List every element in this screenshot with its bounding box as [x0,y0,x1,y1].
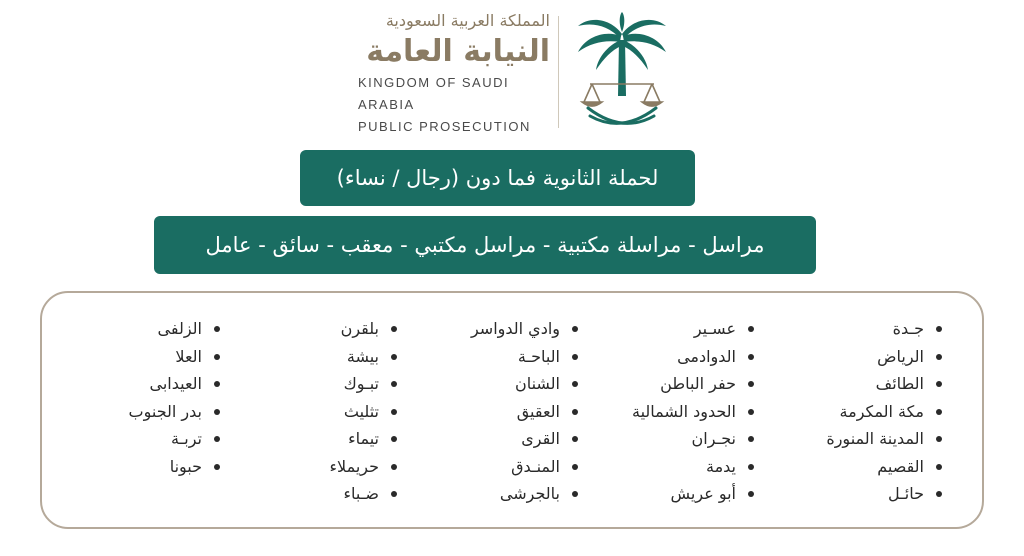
list-item: المدينة المنورة [826,425,944,453]
list-item: تبـوك [330,370,400,398]
list-item: الطائف [826,370,944,398]
list-item: بالجرشى [471,480,580,508]
list-item: القصيم [826,453,944,481]
list-item: بيشة [330,343,400,371]
list-item: حبونا [129,453,222,481]
list-item: المنـدق [471,453,580,481]
list-item: جـدة [826,315,944,343]
list-item: وادي الدواسر [471,315,580,343]
list-item: الدوادمى [632,343,756,371]
list-item: بدر الجنوب [129,398,222,426]
qualification-banner: لحملة الثانوية فما دون (رجال / نساء) [300,150,695,206]
list-item: تربـة [129,425,222,453]
list-item: يدمة [632,453,756,481]
palm-and-swords-emblem-icon [572,12,672,132]
locations-box [40,291,984,529]
list-item: الشنان [471,370,580,398]
kingdom-name-arabic: المملكة العربية السعودية [385,11,550,30]
list-item: تيماء [330,425,400,453]
list-item: حفر الباطن [632,370,756,398]
locations-column-4 [330,315,400,508]
list-item: العيدابى [129,370,222,398]
logo-divider [558,16,559,128]
agency-name-arabic: النيابة العامة [366,34,550,69]
list-item: الزلفى [129,315,222,343]
locations-column-5 [129,315,222,480]
logo-block [340,10,680,135]
kingdom-name-english: KINGDOM OF SAUDI ARABIA [358,75,510,112]
list-item: حريملاء [330,453,400,481]
list-item: عسـير [632,315,756,343]
list-item: الحدود الشمالية [632,398,756,426]
locations-column-3 [471,315,580,508]
list-item: الرياض [826,343,944,371]
list-item: ضـباء [330,480,400,508]
list-item: العقيق [471,398,580,426]
locations-column-1 [826,315,944,508]
logo-text [350,10,550,138]
list-item: القرى [471,425,580,453]
agency-name-english: PUBLIC PROSECUTION [358,119,531,134]
list-item: الباحـة [471,343,580,371]
list-item: العلا [129,343,222,371]
list-item: مكة المكرمة [826,398,944,426]
job-titles-banner: مراسل - مراسلة مكتبية - مراسل مكتبي - معقب - سائق - عامل [154,216,816,274]
list-item: حائـل [826,480,944,508]
list-item: أبو عريش [632,480,756,508]
locations-column-2 [632,315,756,508]
list-item: تثليث [330,398,400,426]
list-item: نجـران [632,425,756,453]
list-item: بلقرن [330,315,400,343]
